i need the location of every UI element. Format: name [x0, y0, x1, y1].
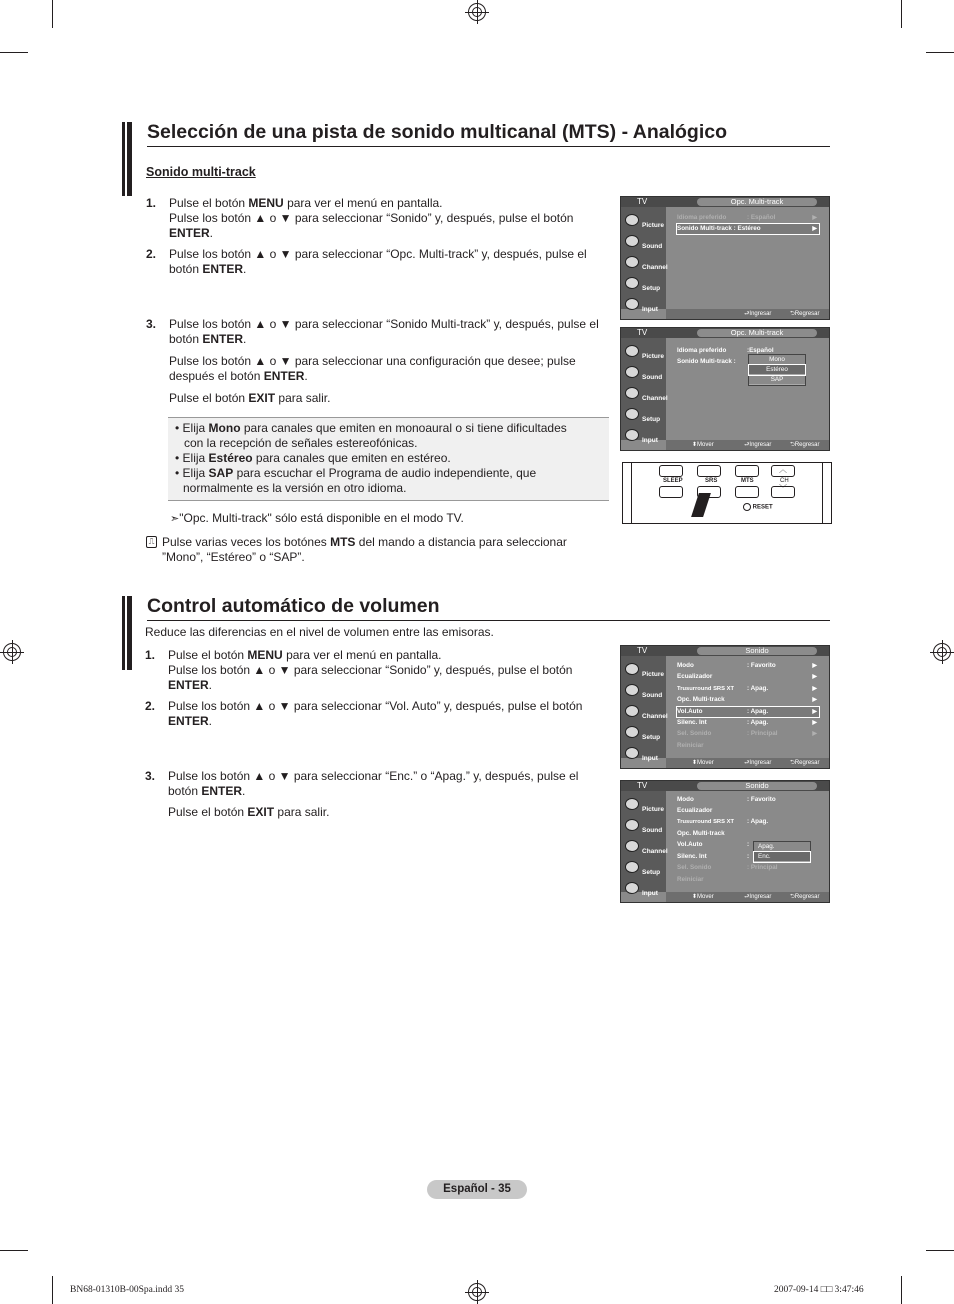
sound-icon — [625, 819, 639, 831]
pointer-hand-icon — [691, 493, 711, 517]
step-number: 1. — [145, 648, 156, 662]
picture-icon — [625, 345, 639, 357]
picture-icon — [625, 798, 639, 810]
remote-note-text: Pulse varias veces los botónes MTS del mando a distancia para seleccionar ”Mono”, “Estéreo” o “SAP”. — [162, 535, 567, 564]
setup-icon — [625, 861, 639, 873]
step-text: Pulse los botón ▲ o ▼ para seleccionar “Vol. Auto” y, después, pulse el botón ENTER. — [168, 699, 583, 728]
channel-icon — [625, 840, 639, 852]
remote-illustration: ︿ SLEEP SRS MTS CH ﹀ RESET — [622, 462, 832, 524]
tip-text: ➣"Opc. Multi-track" sólo está disponible en el modo TV. — [170, 511, 464, 525]
setup-icon — [625, 726, 639, 738]
step-number: 1. — [146, 196, 157, 210]
remote-button — [659, 465, 683, 477]
step-text: Pulse los botón ▲ o ▼ para seleccionar “Opc. Multi-track” y, después, pulse el botón ENTER. — [169, 247, 587, 276]
ch-up-button: ︿ — [771, 465, 795, 477]
registration-mark-icon — [3, 643, 21, 661]
crop-mark — [52, 1276, 53, 1304]
enter-icon: ⮐ Ingresar — [744, 442, 772, 448]
return-icon: ⮌ Regresar — [790, 311, 820, 317]
setup-icon — [625, 408, 639, 420]
crop-mark — [926, 52, 954, 53]
note-text: • Elija Mono para canales que emiten en monoaural o si tiene dificultades con la recepción de señales estereofónicas. • Elija Estéreo para canales que emiten en estéreo. • Elija SAP para escuchar el Programa de audio independiente, que normalmente es la versión en otro idioma. — [175, 421, 567, 495]
step-text: Pulse los botón ▲ o ▼ para seleccionar una configuración que desee; pulse después el botón ENTER. — [169, 354, 576, 383]
section-bar — [122, 596, 132, 670]
section-title: Control automático de volumen — [147, 595, 440, 617]
arrow-tip-icon: ➣ — [170, 513, 180, 525]
enter-icon: ⮐ Ingresar — [744, 760, 772, 766]
crop-mark — [901, 0, 902, 28]
enter-icon: ⮐ Ingresar — [744, 311, 772, 317]
move-icon: ⬍ Mover — [692, 894, 714, 900]
input-icon — [625, 429, 639, 441]
ch-down-button: ﹀ — [771, 486, 795, 498]
osd-screen: TV Sonido Picture Sound Channel Setup Input Modo : Favorito Ecualizador Trusurround SRS XT : Apag. Opc. Multi-track Vol.Auto : Silenc. Int : Sel. Sonido : Principal Reiniciar Apag. Enc. ⬍ Mover ⮐ Ingresar ⮌ Regresar — [620, 780, 830, 903]
remote-note-icon: ⎍ — [146, 536, 157, 548]
step-text: Pulse los botón ▲ o ▼ para seleccionar “Sonido Multi-track” y, después, pulse el botón ENTER. — [169, 317, 599, 346]
osd-screen: TV Opc. Multi-track Picture Sound Channel Setup Input Idioma preferido :Español Sonido Multi-track : Mono Estéreo SAP ⬍ Mover ⮐ Ingresar ⮌ Regresar — [620, 327, 830, 451]
crop-mark — [926, 1250, 954, 1251]
crop-mark — [901, 1276, 902, 1304]
step-number: 2. — [146, 247, 157, 261]
remote-button — [697, 465, 721, 477]
return-icon: ⮌ Regresar — [790, 894, 820, 900]
return-icon: ⮌ Regresar — [790, 760, 820, 766]
reset-label: RESET — [743, 503, 773, 511]
section-bar — [122, 122, 132, 196]
section-rule — [147, 146, 830, 147]
section-title: Selección de una pista de sonido multicanal (MTS) - Analógico — [147, 121, 728, 143]
remote-button — [735, 465, 759, 477]
input-icon — [625, 298, 639, 310]
step-number: 3. — [146, 317, 157, 331]
page-number: Español - 35 — [427, 1180, 527, 1199]
step-number: 2. — [145, 699, 156, 713]
sound-icon — [625, 684, 639, 696]
setup-icon — [625, 277, 639, 289]
registration-mark-icon — [933, 643, 951, 661]
step-text: Pulse el botón MENU para ver el menú en pantalla. Pulse los botón ▲ o ▼ para seleccionar “Sonido” y, después, pulse el botón ENTER. — [169, 196, 574, 240]
mts-button — [735, 486, 759, 498]
move-icon: ⬍ Mover — [692, 442, 714, 448]
crop-mark — [0, 52, 28, 53]
intro-text: Reduce las diferencias en el nivel de volumen entre las emisoras. — [145, 625, 494, 639]
channel-icon — [625, 256, 639, 268]
step-text: Pulse el botón EXIT para salir. — [169, 391, 331, 405]
sound-icon — [625, 366, 639, 378]
section-rule — [147, 620, 830, 621]
step-number: 3. — [145, 769, 156, 783]
input-icon — [625, 882, 639, 894]
osd-screen: TV Sonido Picture Sound Channel Setup Input Modo : Favorito ▶ Ecualizador ▶ Trusurround SRS XT : Apag. ▶ Opc. Multi-track ▶ Vol.Auto : Apag. ▶ Silenc. Int : Apag. ▶ Sel. Sonido : Principal ▶ Reiniciar ⬍ Mover ⮐ Ingresar ⮌ Regresar — [620, 645, 830, 769]
crop-mark — [52, 0, 53, 28]
file-slug: BN68-01310B-00Spa.indd 35 — [70, 1285, 184, 1295]
registration-mark-icon — [468, 1283, 486, 1301]
remote-button — [659, 486, 683, 498]
subsection-title: Sonido multi-track — [146, 165, 256, 179]
input-icon — [625, 747, 639, 759]
channel-icon — [625, 705, 639, 717]
date-slug: 2007-09-14 □□ 3:47:46 — [774, 1285, 864, 1295]
crop-mark — [0, 1250, 28, 1251]
enter-icon: ⮐ Ingresar — [744, 894, 772, 900]
picture-icon — [625, 663, 639, 675]
osd-screen: TV Opc. Multi-track Picture Sound Channel Setup Input Idioma preferido : Español ▶ Sonido Multi-track : Estéreo ▶ ⮐ Ingresar ⮌ Regresar — [620, 196, 830, 320]
step-text: Pulse el botón MENU para ver el menú en pantalla. Pulse los botón ▲ o ▼ para seleccionar “Sonido” y, después, pulse el botón ENTER. — [168, 648, 573, 692]
channel-icon — [625, 387, 639, 399]
registration-mark-icon — [468, 3, 486, 21]
step-text: Pulse los botón ▲ o ▼ para seleccionar “Enc.” o “Apag.” y, después, pulse el botón ENTER. — [168, 769, 579, 798]
picture-icon — [625, 214, 639, 226]
return-icon: ⮌ Regresar — [790, 442, 820, 448]
sound-icon — [625, 235, 639, 247]
step-text: Pulse el botón EXIT para salir. — [168, 805, 330, 819]
move-icon: ⬍ Mover — [692, 760, 714, 766]
